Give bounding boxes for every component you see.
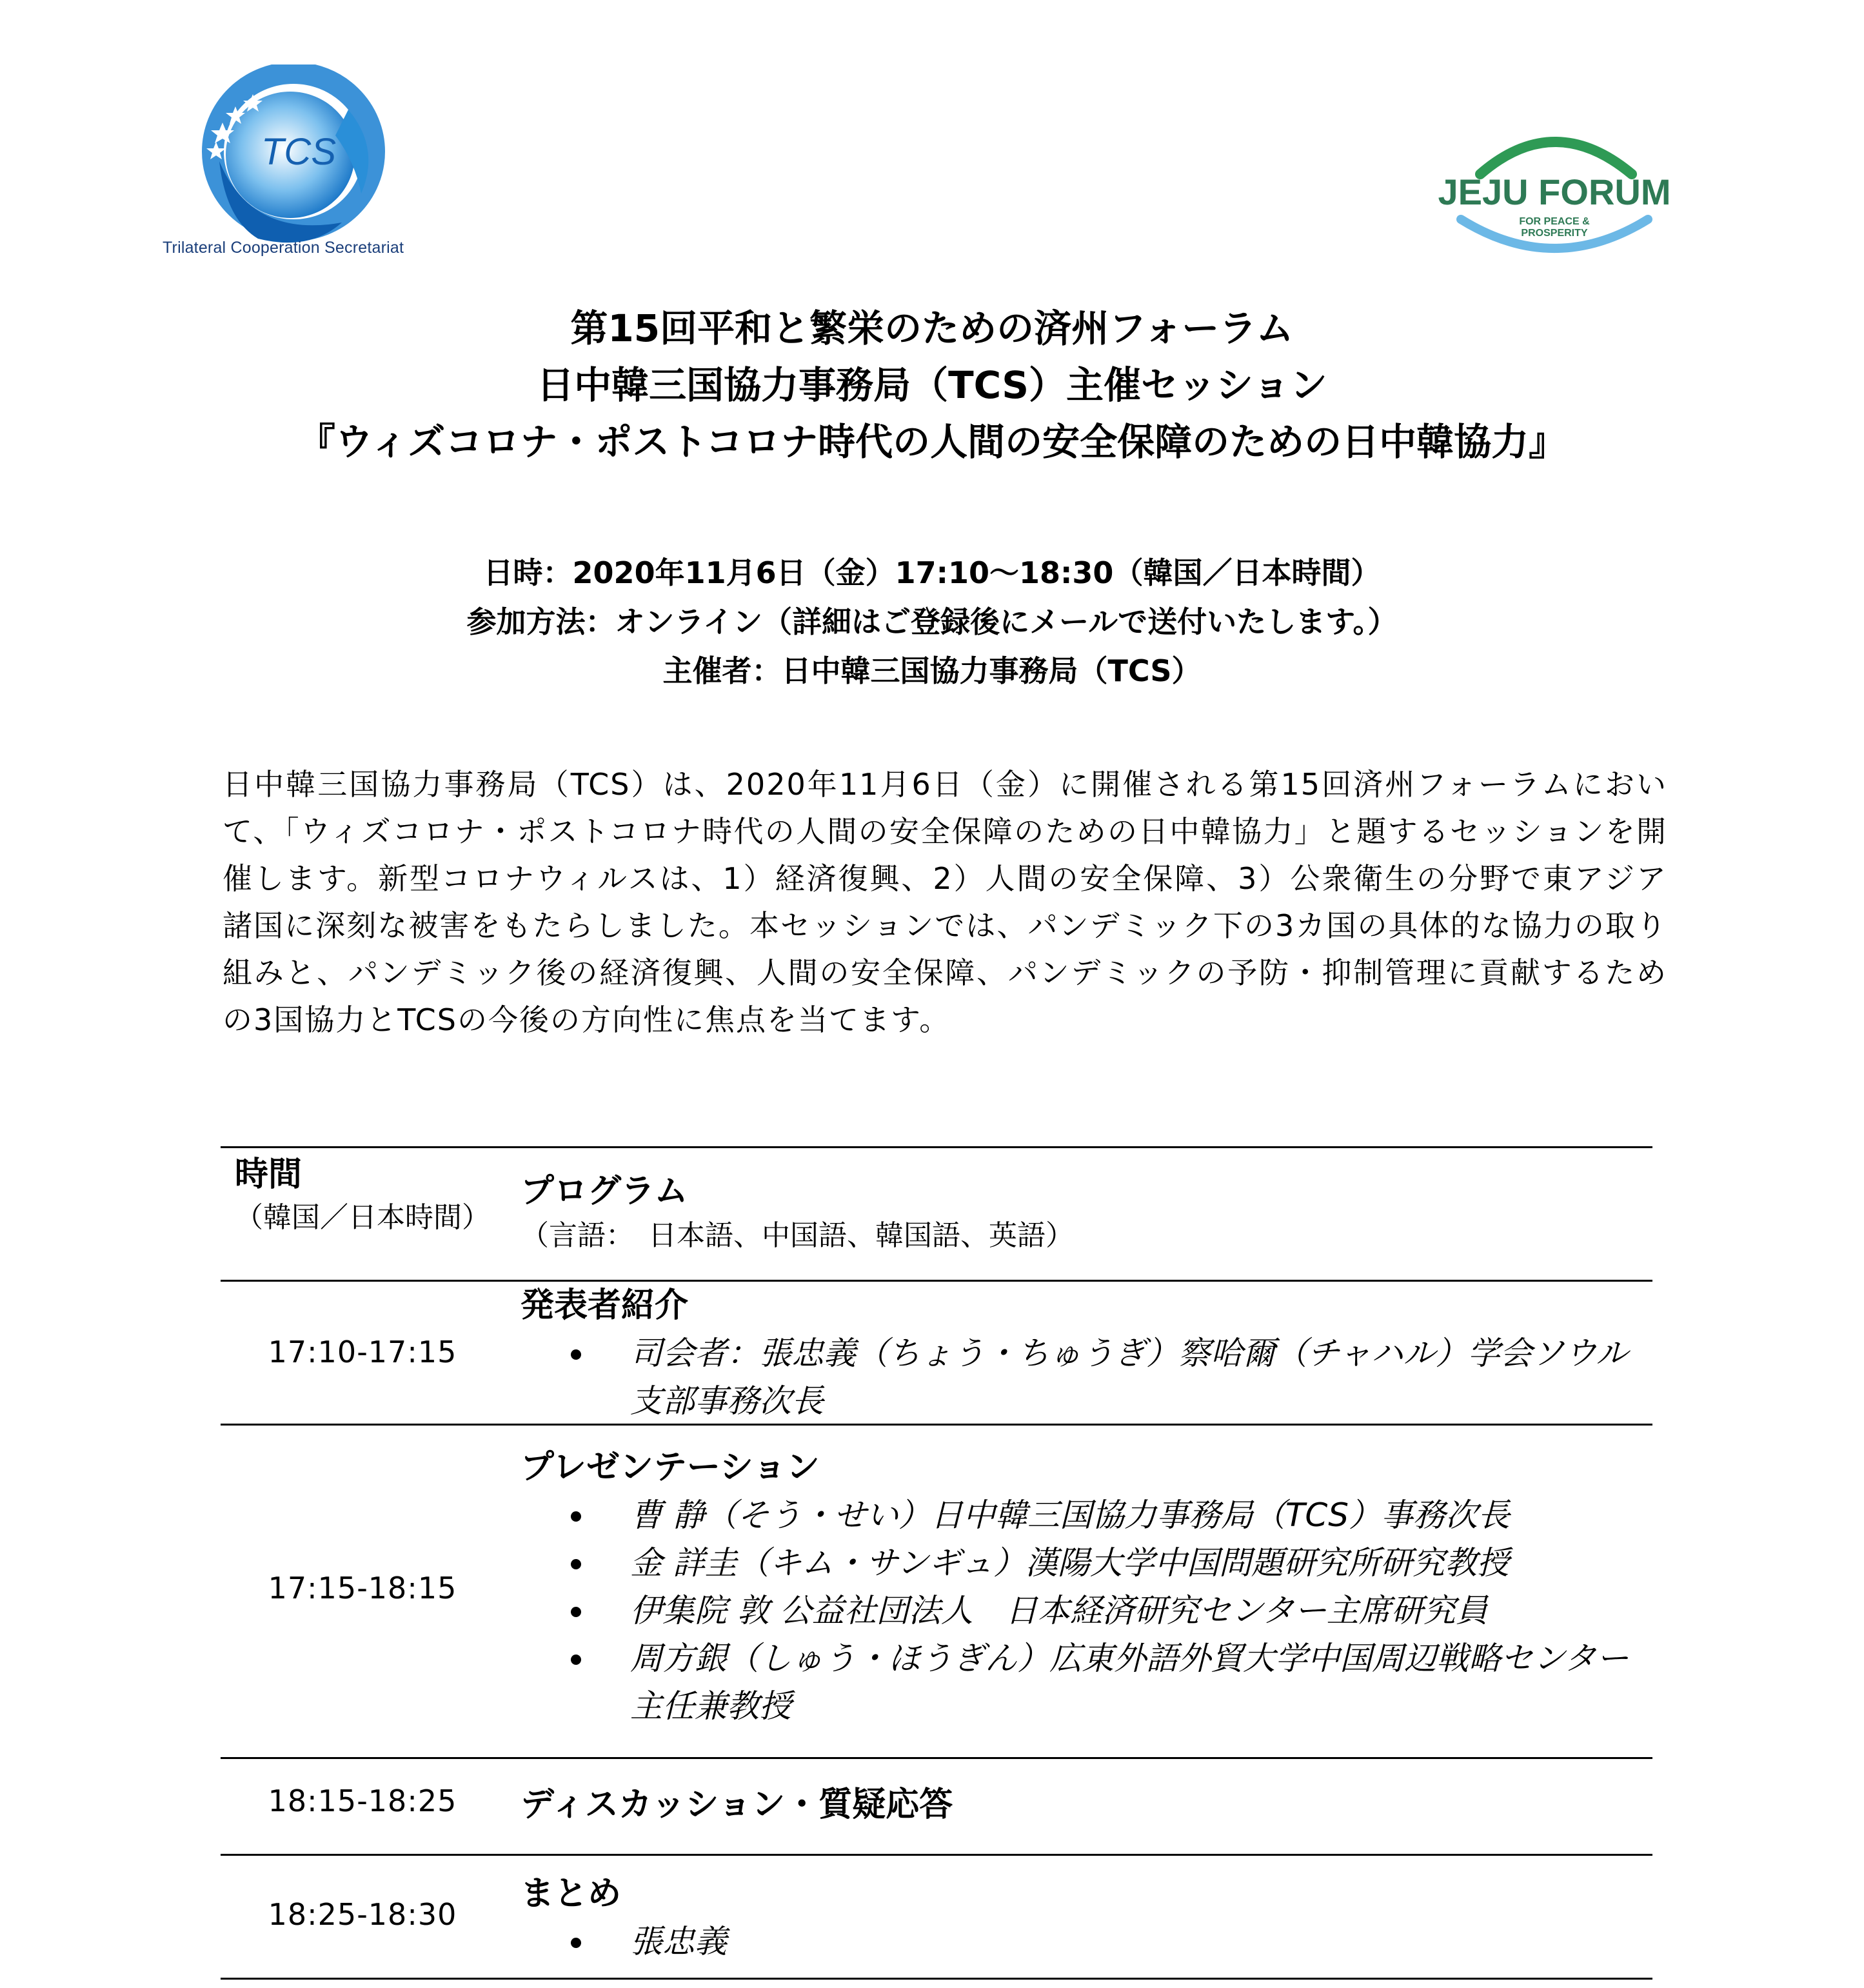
agenda-time: 18:15-18:25	[268, 1784, 457, 1818]
header-program-title: プログラム	[521, 1172, 688, 1211]
header-time-title: 時間	[235, 1155, 302, 1194]
tcs-caption: Trilateral Cooperation Secretariat	[163, 239, 404, 257]
event-description: 日中韓三国協力事務局（TCS）は、2020年11月6日（金）に開催される第15回済州フォーラムにおいて、「ウィズコロナ・ポストコロナ時代の人間の安全保障のための日中韓協力」と題するセッションを開催します。新型コロナウィルスは、1）経済復興、2）人間の安全保障、3）公衆衛生の分野で東アジア諸国に深刻な被害をもたらしました。本セッションでは、パンデミック下の3カ国の具体的な協力の取り組みと、パンデミック後の経済復興、人間の安全保障、パンデミックの予防・抑制管理に貢献するための3国協力とTCSの今後の方向性に焦点を当てます。	[223, 767, 1667, 1037]
speaker-text: 張忠義	[630, 1923, 727, 1960]
speaker-item	[630, 1539, 1652, 1587]
speaker-text: 周方銀（しゅう・ほうぎん）広東外語外貿大学中国周辺戦略センター主任兼教授	[630, 1640, 1629, 1725]
document-title	[0, 300, 1864, 470]
title-line-3: 『ウィズコロナ・ポストコロナ時代の人間の安全保障のための日中韓協力』	[297, 420, 1567, 464]
agenda-row	[221, 1757, 1652, 1854]
speaker-item	[630, 1918, 1652, 1965]
agenda-row	[221, 1280, 1652, 1424]
agenda-table	[221, 1146, 1652, 1980]
jeju-forum-name: JEJU FORUM	[1438, 172, 1671, 212]
speaker-text: 曹 静（そう・せい）日中韓三国協力事務局（TCS）事務次長	[630, 1496, 1511, 1534]
agenda-program	[521, 1444, 1652, 1730]
agenda-header-row	[221, 1146, 1652, 1280]
speaker-list	[521, 1491, 1652, 1730]
agenda-row	[221, 1424, 1652, 1757]
agenda-program	[521, 1870, 1652, 1965]
event-organizer: 主催者：日中韓三国協力事務局（TCS）	[662, 653, 1202, 688]
agenda-program	[521, 1781, 1652, 1829]
agenda-program-title: 発表者紹介	[521, 1286, 689, 1325]
speaker-list	[521, 1918, 1652, 1965]
header-time-column	[235, 1152, 493, 1238]
bullet-icon	[571, 1349, 581, 1360]
event-method: 参加方法：オンライン（詳細はご登録後にメールで送付いたします。）	[466, 604, 1398, 639]
bullet-icon	[571, 1511, 581, 1522]
event-datetime: 日時：2020年11月6日（金）17:10～18:30（韓国／日本時間）	[483, 555, 1381, 590]
speaker-item	[630, 1587, 1652, 1635]
speaker-text: 金 詳圭（キム・サンギュ）漢陽大学中国問題研究所研究教授	[630, 1544, 1509, 1582]
agenda-program-title: ディスカッション・質疑応答	[521, 1785, 953, 1824]
title-line-1: 第15回平和と繁栄のための済州フォーラム	[570, 306, 1294, 350]
speaker-item	[630, 1635, 1652, 1730]
jeju-tagline-2: PROSPERITY	[1521, 228, 1588, 239]
speaker-item	[630, 1491, 1652, 1539]
bullet-icon	[571, 1655, 581, 1665]
header-program-language: （言語： 日本語、中国語、韓国語、英語）	[521, 1219, 1074, 1252]
speaker-text: 司会者：張忠義（ちょう・ちゅうぎ）察哈爾（チャハル）学会ソウル支部事務次長	[630, 1335, 1628, 1420]
tcs-logo-text: TCS	[261, 131, 336, 173]
agenda-time: 18:25-18:30	[268, 1897, 457, 1932]
header-program-column	[521, 1168, 1652, 1257]
agenda-row	[221, 1854, 1652, 1980]
agenda-program-title: プレゼンテーション	[521, 1448, 820, 1487]
jeju-forum-logo	[1419, 123, 1690, 277]
speaker-list	[521, 1329, 1652, 1425]
title-line-2: 日中韓三国協力事務局（TCS）主催セッション	[537, 363, 1327, 407]
bullet-icon	[571, 1607, 581, 1617]
agenda-time: 17:15-18:15	[268, 1571, 457, 1605]
speaker-item	[630, 1329, 1652, 1425]
jeju-tagline-1: FOR PEACE &	[1519, 216, 1590, 227]
agenda-program-title: まとめ	[521, 1874, 622, 1913]
event-info	[0, 548, 1864, 695]
bullet-icon	[571, 1559, 581, 1569]
agenda-program	[521, 1282, 1652, 1425]
agenda-time: 17:10-17:15	[268, 1335, 457, 1369]
bullet-icon	[571, 1938, 581, 1948]
header-time-sub: （韓国／日本時間）	[235, 1201, 490, 1234]
speaker-text: 伊集院 敦 公益社団法人 日本経済研究センター主席研究員	[630, 1592, 1488, 1629]
